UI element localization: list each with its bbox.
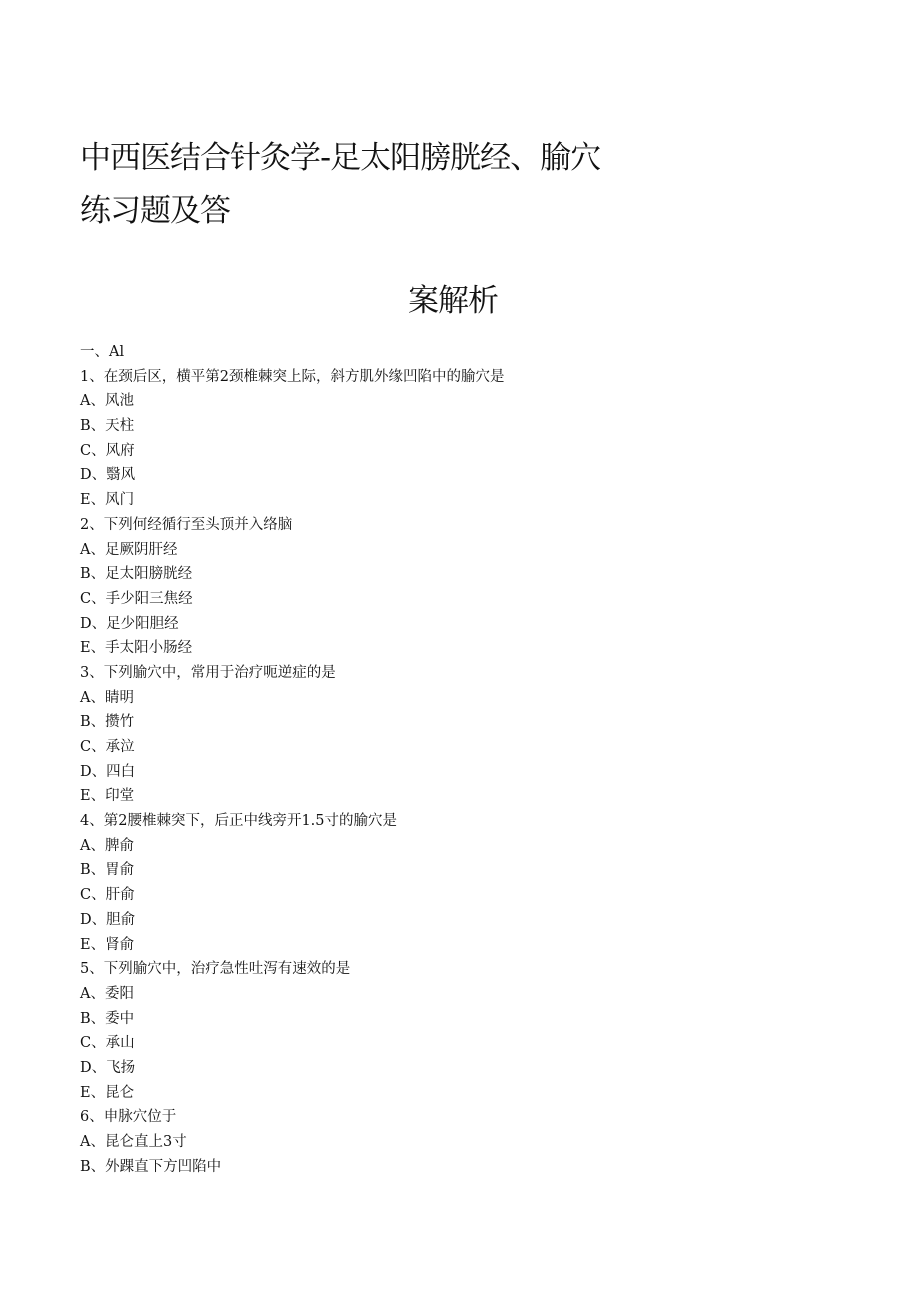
- document-title-line-2: 练习题及答: [80, 193, 230, 229]
- answer-option: E、手太阳小肠经: [80, 640, 193, 657]
- answer-option: B、天柱: [80, 418, 135, 435]
- answer-option: A、风池: [80, 393, 134, 410]
- answer-option: E、风门: [80, 492, 135, 509]
- question-stem: 6、申脉穴位于: [80, 1109, 177, 1126]
- answer-option: B、外踝直下方凹陷中: [80, 1158, 222, 1175]
- answer-option: C、承山: [80, 1035, 135, 1052]
- question-stem: 5、下列腧穴中，治疗急性吐泻有速效的是: [80, 961, 351, 978]
- answer-option: C、手少阳三焦经: [80, 590, 193, 607]
- question-list: [80, 340, 840, 1179]
- answer-option: A、足厥阴肝经: [80, 541, 178, 558]
- answer-option: D、足少阳胆经: [80, 615, 179, 632]
- answer-option: C、承泣: [80, 739, 135, 755]
- answer-option: D、翳风: [80, 467, 136, 484]
- question-stem: 2、下列何经循行至头顶并入络脑: [80, 516, 293, 533]
- document-title-line-1: 中西医结合针灸学-足太阳膀胱经、腧穴: [80, 140, 601, 176]
- question-stem: 1、在颈后区，横平第2颈椎棘突上际，斜方肌外缘凹陷中的腧穴是: [80, 368, 505, 385]
- answer-option: A、昆仑直上3寸: [80, 1134, 187, 1150]
- answer-option: B、足太阳膀胱经: [80, 566, 193, 583]
- answer-option: E、昆仑: [80, 1084, 135, 1101]
- answer-option: E、印堂: [80, 788, 135, 805]
- answer-option: E、肾俞: [80, 936, 135, 953]
- answer-option: A、委阳: [80, 985, 134, 1002]
- answer-option: D、四白: [80, 763, 136, 780]
- answer-option: A、睛明: [80, 689, 134, 706]
- answer-option: D、胆俞: [80, 911, 136, 928]
- question-stem: 4、第2腰椎棘突下，后正中线旁开1.5寸的腧穴是: [80, 813, 398, 830]
- answer-option: C、风府: [80, 442, 135, 459]
- answer-option: B、胃俞: [80, 862, 135, 879]
- question-stem: 3、下列腧穴中，常用于治疗呃逆症的是: [80, 664, 336, 681]
- answer-option: A、脾俞: [80, 837, 134, 854]
- answer-option: D、飞扬: [80, 1059, 136, 1076]
- section-heading: 一、Al: [80, 344, 125, 360]
- answer-option: B、攒竹: [80, 714, 135, 731]
- answer-option: B、委中: [80, 1010, 135, 1027]
- document-title-line-3: 案解析: [408, 283, 498, 319]
- answer-option: C、肝俞: [80, 887, 135, 904]
